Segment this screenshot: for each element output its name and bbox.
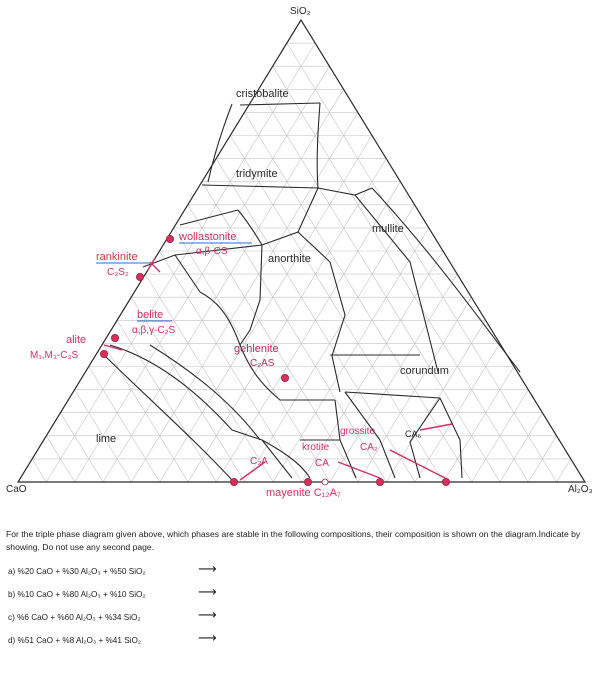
phase-label-wollastonite-formula: α,β-CS — [196, 246, 228, 257]
phase-label-mayenite: mayenite C₁₂A₇ — [266, 487, 341, 499]
phase-label-ca: CA — [315, 458, 329, 469]
composition-item-d — [8, 630, 308, 658]
arrow-icon: ⟶ — [198, 630, 217, 645]
phase-label-cristobalite: cristobalite — [236, 88, 289, 100]
ca2-point — [442, 478, 449, 485]
grid-line — [387, 320, 486, 482]
ca2-arrow — [390, 450, 445, 478]
phase-label-gehlenite-formula: C₂AS — [250, 358, 275, 369]
boundary-long-right — [372, 188, 520, 372]
grid-line — [500, 413, 542, 482]
boundary-rankinite — [143, 255, 200, 292]
grid-line — [145, 274, 273, 482]
grid-line — [60, 413, 103, 482]
ca-arrow — [338, 462, 380, 478]
boundary-mullite-top — [318, 188, 372, 195]
belite-point — [111, 334, 118, 341]
composition-item-b — [8, 584, 308, 612]
phase-label-anorthite: anorthite — [268, 253, 311, 265]
arrow-icon: ⟶ — [198, 561, 217, 576]
phase-label-belite-formula: α,β,γ-C₂S — [132, 325, 176, 336]
alite-point — [100, 350, 107, 357]
grid-line — [330, 274, 457, 482]
phase-label-rankinite-formula: C₃S₂ — [107, 267, 129, 278]
ca-point — [376, 478, 383, 485]
phase-label-lime: lime — [96, 433, 117, 445]
grid-line — [557, 459, 571, 482]
composition-text-c: c) %6 CaO + %60 Al₂O₃ + %34 SiO₂ — [8, 613, 141, 622]
arrow-icon: ⟶ — [198, 607, 217, 622]
mayenite-point — [304, 478, 311, 485]
phase-label-c3a: C₃A — [250, 456, 268, 467]
phase-label-wollastonite: wollastonite — [179, 231, 237, 243]
arrow-icon: ⟶ — [198, 584, 217, 599]
grid-line — [443, 367, 514, 483]
gehlenite-point — [281, 374, 288, 381]
corner-label-sio2: SiO₂ — [290, 6, 311, 17]
phase-label-gehlenite: gehlenite — [234, 343, 279, 355]
composition-item-c — [8, 607, 308, 635]
wollastonite-point — [166, 235, 173, 242]
composition-text-d: d) %51 CaO + %8 Al₂O₃ + %41 SiO₂ — [8, 636, 142, 645]
phase-label-ca2: CA₂ — [360, 442, 378, 453]
boundary-wollastonite — [180, 210, 238, 225]
grid-line — [103, 89, 344, 482]
phase-label-krotite: krotite — [302, 442, 330, 453]
composition-text-b: b) %10 CaO + %80 Al₂O₃ + %10 SiO₂ — [8, 590, 146, 599]
phase-label-belite: belite — [137, 309, 164, 321]
boundary-cristobalite — [240, 103, 320, 105]
corner-label-cao: CaO — [6, 484, 27, 495]
composition-list — [8, 561, 308, 658]
corner-label-al2o3: Al₂O₃ — [568, 484, 593, 495]
grid-line — [89, 367, 160, 483]
grid-line — [117, 320, 216, 482]
phase-label-alite-formula: M₁,M₃-C₃S — [30, 350, 79, 361]
phase-label-grossite: grossite — [340, 426, 376, 437]
boundary-corundum-ca6 — [345, 392, 440, 398]
question-text: For the triple phase diagram given above, which phases are stable in the following compositions, their composition is shown on the diagram.İndicate by showing. Do not use any second page. — [6, 529, 581, 552]
boundary-grossite-left — [335, 400, 356, 478]
boundary-belite-c3a — [150, 345, 260, 440]
boundary-tridymite-bottom — [202, 185, 318, 188]
grid-line — [32, 459, 46, 482]
phase-label-ca6: CA₆ — [405, 429, 422, 439]
boundary-tridymite-left — [208, 104, 232, 182]
phase-label-mullite: mullite — [372, 223, 404, 235]
phase-boundaries — [104, 103, 520, 480]
grid-line — [287, 43, 557, 482]
grossite-point — [322, 479, 328, 485]
composition-text-a: a) %20 CaO + %30 Al₂O₃ + %50 SiO₂ — [8, 567, 146, 576]
composition-item-a — [8, 561, 308, 589]
c3a-point — [230, 478, 237, 485]
phase-label-rankinite: rankinite — [96, 251, 138, 263]
phase-label-alite: alite — [66, 334, 87, 346]
phase-label-corundum: corundum — [400, 365, 449, 377]
rankinite-point — [136, 273, 143, 280]
phase-label-tridymite: tridymite — [236, 168, 278, 180]
